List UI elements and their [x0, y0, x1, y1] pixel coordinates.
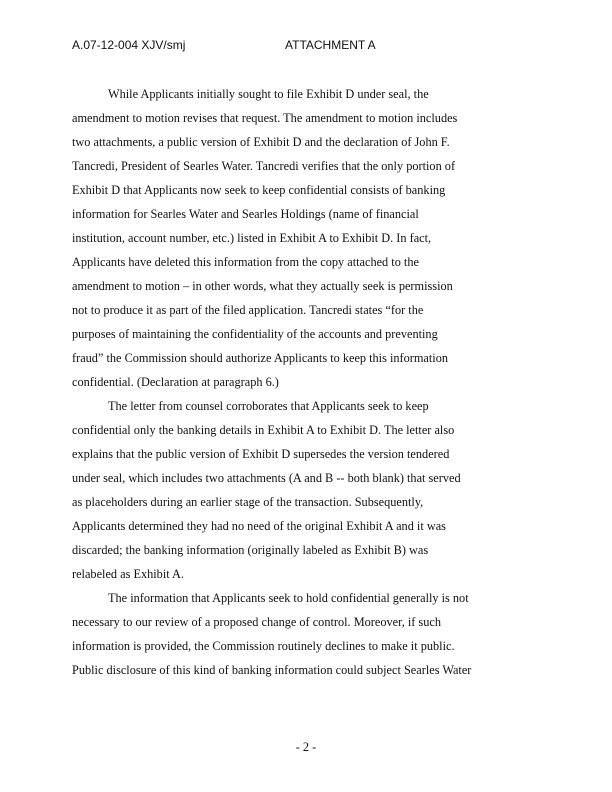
text-line: amendment to motion – in other words, what they actually seek is permission [72, 279, 453, 293]
page-header [72, 38, 552, 54]
text-line: The letter from counsel corroborates that Applicants seek to keep [108, 399, 429, 413]
page-number: - 2 - [295, 740, 317, 754]
text-line: amendment to motion revises that request. The amendment to motion includes [72, 111, 458, 125]
text-line: The information that Applicants seek to hold confidential generally is not [108, 591, 469, 605]
text-line: necessary to our review of a proposed change of control. Moreover, if such [72, 615, 441, 629]
document-body [72, 82, 540, 682]
text-line: fraud” the Commission should authorize Applicants to keep this information [72, 351, 449, 365]
text-line: information is provided, the Commission routinely declines to make it public. [72, 639, 455, 653]
text-line: relabeled as Exhibit A. [72, 567, 185, 581]
text-line: information for Searles Water and Searles Holdings (name of financial [72, 207, 419, 221]
text-line: confidential. (Declaration at paragraph 6.) [72, 375, 279, 389]
text-line: confidential only the banking details in Exhibit A to Exhibit D. The letter also [72, 423, 455, 437]
text-line: as placeholders during an earlier stage of the transaction. Subsequently, [72, 495, 424, 509]
text-line: Exhibit D that Applicants now seek to keep confidential consists of banking [72, 183, 446, 197]
text-line: Public disclosure of this kind of banking information could subject Searles Water [72, 663, 472, 677]
text-line: explains that the public version of Exhibit D supersedes the version tendered [72, 447, 450, 461]
paragraph-1 [72, 82, 540, 394]
paragraph-2 [72, 394, 540, 586]
attachment-label: ATTACHMENT A [285, 38, 376, 52]
text-line: While Applicants initially sought to file Exhibit D under seal, the [108, 87, 429, 101]
text-line: discarded; the banking information (originally labeled as Exhibit B) was [72, 543, 429, 557]
text-line: institution, account number, etc.) listed in Exhibit A to Exhibit D. In fact, [72, 231, 432, 245]
text-line: two attachments, a public version of Exhibit D and the declaration of John F. [72, 135, 450, 149]
paragraph-3 [72, 586, 540, 682]
text-line: Tancredi, President of Searles Water. Tancredi verifies that the only portion of [72, 159, 456, 173]
text-line: not to produce it as part of the filed application. Tancredi states “for the [72, 303, 424, 317]
text-line: purposes of maintaining the confidentiality of the accounts and preventing [72, 327, 438, 341]
text-line: under seal, which includes two attachments (A and B -- both blank) that served [72, 471, 461, 485]
text-line: Applicants determined they had no need of the original Exhibit A and it was [72, 519, 446, 533]
case-reference: A.07-12-004 XJV/smj [72, 38, 186, 52]
text-line: Applicants have deleted this information from the copy attached to the [72, 255, 419, 269]
